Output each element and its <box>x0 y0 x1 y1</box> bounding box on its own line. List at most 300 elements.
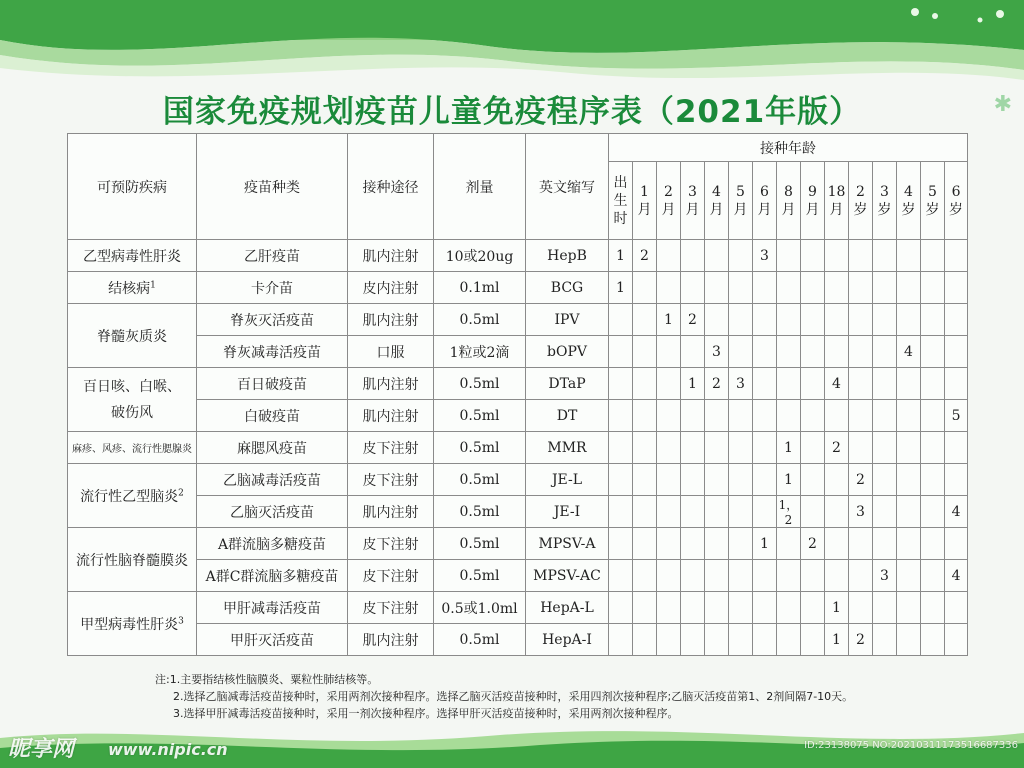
table-row <box>68 272 968 304</box>
table-row <box>68 400 968 432</box>
footnote-marker: 2 <box>178 487 184 498</box>
dose-number-cell <box>921 240 945 272</box>
vaccine-cell: 麻腮风疫苗 <box>197 432 348 464</box>
dose-number-cell <box>729 528 753 560</box>
header-age-6-part: 6 <box>760 183 769 200</box>
route-cell: 皮下注射 <box>348 528 434 560</box>
dose-number-cell <box>633 432 657 464</box>
dose-number-cell <box>753 560 777 592</box>
route-cell: 肌内注射 <box>348 368 434 400</box>
header-age-10-part: 2 <box>856 183 865 200</box>
dose-number-cell <box>633 592 657 624</box>
header-age-3-part: 月 <box>685 201 700 218</box>
dose-number-cell <box>921 464 945 496</box>
vaccine-cell: 脊灰灭活疫苗 <box>197 304 348 336</box>
dose-number-cell <box>897 304 921 336</box>
dose-number-cell <box>609 432 633 464</box>
dose-number-cell <box>681 336 705 368</box>
dose-number-cell <box>657 496 681 528</box>
abbr-cell: IPV <box>526 304 609 336</box>
dose-cell: 0.5ml <box>434 304 526 336</box>
dose-number-cell <box>753 400 777 432</box>
header-age-4 <box>705 162 729 240</box>
dose-number-cell <box>705 272 729 304</box>
dose-number-cell <box>705 496 729 528</box>
dose-number-cell <box>753 624 777 656</box>
dose-number-cell <box>777 272 801 304</box>
dose-number-cell <box>825 240 849 272</box>
dose-number-cell <box>849 240 873 272</box>
abbr-cell: DTaP <box>526 368 609 400</box>
abbr-cell: bOPV <box>526 336 609 368</box>
header-age-5-part: 5 <box>736 183 745 200</box>
route-cell: 皮下注射 <box>348 464 434 496</box>
dose-number-cell <box>705 464 729 496</box>
dose-number-cell <box>945 432 968 464</box>
dose-number-cell <box>777 304 801 336</box>
header-age-6 <box>753 162 777 240</box>
dose-number-cell <box>657 240 681 272</box>
dose-number-cell <box>921 592 945 624</box>
dose-number-cell <box>873 336 897 368</box>
table-row <box>68 560 968 592</box>
dose-number-cell <box>753 432 777 464</box>
disease-cell <box>68 304 197 368</box>
dose-number-cell <box>729 464 753 496</box>
dose-number-cell <box>705 432 729 464</box>
footnote-3: 3.选择甲肝减毒活疫苗接种时，采用一剂次接种程序。选择甲肝灭活疫苗接种时，采用两剂次接种程序。 <box>173 707 679 720</box>
dose-number-cell <box>729 400 753 432</box>
dose-number-cell <box>633 368 657 400</box>
dose-number-cell <box>777 560 801 592</box>
dose-number-cell <box>609 336 633 368</box>
dose-cell: 0.5ml <box>434 432 526 464</box>
header-age-7-part: 8 <box>784 183 793 200</box>
dose-number-cell <box>633 304 657 336</box>
dose-number-cell <box>681 592 705 624</box>
dose-number-cell: 4 <box>825 368 849 400</box>
dose-number-cell <box>921 528 945 560</box>
dose-number-cell: 2 <box>633 240 657 272</box>
header-age-0-part: 生 <box>613 192 628 209</box>
header-age-9 <box>825 162 849 240</box>
header-age-11-part: 岁 <box>877 201 892 218</box>
disease-name: 甲型病毒性肝炎 <box>80 616 179 633</box>
dose-cell: 0.5或1.0ml <box>434 592 526 624</box>
dose-number-cell <box>825 336 849 368</box>
table-row <box>68 240 968 272</box>
disease-name: 百日咳、白喉、破伤风 <box>83 378 181 421</box>
dose-number-cell <box>873 272 897 304</box>
vaccine-cell: 乙脑减毒活疫苗 <box>197 464 348 496</box>
dose-number-cell: 3 <box>849 496 873 528</box>
dose-number-cell <box>849 304 873 336</box>
dose-number-cell <box>801 560 825 592</box>
header-age-13-part: 5 <box>928 183 937 200</box>
table-row <box>68 432 968 464</box>
dose-number-cell <box>705 240 729 272</box>
dose-number-cell <box>897 528 921 560</box>
dose-number-cell <box>849 592 873 624</box>
dose-number-cell <box>609 560 633 592</box>
header-age-14-part: 岁 <box>949 201 964 218</box>
dose-number-cell <box>729 624 753 656</box>
dose-number-cell <box>633 496 657 528</box>
dose-number-cell <box>777 240 801 272</box>
route-cell: 皮下注射 <box>348 560 434 592</box>
footnote-1: 注:1.主要指结核性脑膜炎、粟粒性肺结核等。 <box>155 673 379 686</box>
header-age-0-part: 出 <box>613 174 628 191</box>
dose-number-cell <box>633 336 657 368</box>
dose-number-cell <box>873 496 897 528</box>
route-cell: 口服 <box>348 336 434 368</box>
table-row <box>68 336 968 368</box>
dose-number-cell: 1 <box>825 624 849 656</box>
disease-cell <box>68 464 197 528</box>
vaccine-cell: 百日破疫苗 <box>197 368 348 400</box>
dose-number-cell <box>873 592 897 624</box>
header-age-5-part: 月 <box>733 201 748 218</box>
dose-number-cell <box>825 400 849 432</box>
dose-number-cell <box>729 272 753 304</box>
dose-number-cell <box>825 304 849 336</box>
immunization-schedule-table <box>67 133 968 656</box>
header-age-1-part: 月 <box>637 201 652 218</box>
header-age-11 <box>873 162 897 240</box>
disease-name: 流行性脑脊髓膜炎 <box>76 552 188 569</box>
vaccine-cell: A群C群流脑多糖疫苗 <box>197 560 348 592</box>
dose-number-cell <box>921 368 945 400</box>
vaccine-cell: 白破疫苗 <box>197 400 348 432</box>
dose-cell: 0.5ml <box>434 624 526 656</box>
dose-number-cell <box>705 560 729 592</box>
table-row <box>68 368 968 400</box>
disease-cell <box>68 592 197 656</box>
header-vaccine: 疫苗种类 <box>197 134 348 240</box>
abbr-cell: MPSV-A <box>526 528 609 560</box>
dose-number-cell <box>681 400 705 432</box>
header-age-0-part: 时 <box>613 210 628 227</box>
dose-number-cell <box>657 464 681 496</box>
dose-number-cell <box>657 272 681 304</box>
dose-number-cell <box>681 272 705 304</box>
dose-number-cell <box>849 400 873 432</box>
dose-number-cell <box>681 496 705 528</box>
footnotes <box>155 671 985 722</box>
vaccine-cell: 脊灰减毒活疫苗 <box>197 336 348 368</box>
table-row <box>68 528 968 560</box>
dose-cell: 0.5ml <box>434 496 526 528</box>
header-age-13-part: 岁 <box>925 201 940 218</box>
dose-number-cell <box>945 272 968 304</box>
dose-number-cell: 3 <box>729 368 753 400</box>
dose-number-cell: 3 <box>705 336 729 368</box>
dose-number-cell <box>897 368 921 400</box>
dose-number-cell <box>633 560 657 592</box>
dose-number-cell <box>777 528 801 560</box>
dose-number-cell <box>681 624 705 656</box>
dose-number-cell <box>609 368 633 400</box>
dose-number-cell: 2 <box>705 368 729 400</box>
dose-number-cell <box>801 240 825 272</box>
disease-name: 麻疹、风疹、流行性腮腺炎 <box>72 444 192 455</box>
header-age-9-part: 18 <box>827 183 846 200</box>
abbr-cell: MMR <box>526 432 609 464</box>
header-age-group: 接种年龄 <box>609 134 968 162</box>
route-cell: 皮下注射 <box>348 592 434 624</box>
dose-number-cell <box>921 400 945 432</box>
dose-number-cell <box>657 432 681 464</box>
dose-number-cell <box>705 528 729 560</box>
route-cell: 肌内注射 <box>348 624 434 656</box>
abbr-cell: JE-I <box>526 496 609 528</box>
header-age-11-part: 3 <box>880 183 889 200</box>
dose-number-cell <box>801 496 825 528</box>
dose-number-cell <box>897 464 921 496</box>
dose-number-cell <box>633 400 657 432</box>
watermark-logo: 昵享网 <box>8 737 75 762</box>
dose-number-cell <box>849 368 873 400</box>
header-age-10-part: 岁 <box>853 201 868 218</box>
dose-number-cell: 2 <box>801 528 825 560</box>
dose-number-cell <box>729 592 753 624</box>
dose-number-cell <box>873 464 897 496</box>
footnote-marker: 3 <box>178 615 184 626</box>
disease-cell <box>68 240 197 272</box>
dose-cell: 10或20ug <box>434 240 526 272</box>
table-row <box>68 304 968 336</box>
header-age-7 <box>777 162 801 240</box>
dose-number-cell: 2 <box>849 464 873 496</box>
footnote-marker: 1 <box>150 279 156 290</box>
dose-number-cell <box>609 496 633 528</box>
dose-number-cell <box>849 336 873 368</box>
dose-number-cell <box>753 304 777 336</box>
dose-number-cell <box>777 368 801 400</box>
abbr-cell: HepB <box>526 240 609 272</box>
abbr-cell: HepA-L <box>526 592 609 624</box>
dose-number-cell <box>825 272 849 304</box>
dose-number-cell <box>897 240 921 272</box>
header-age-4-part: 4 <box>712 183 721 200</box>
disease-cell <box>68 272 197 304</box>
dose-number-cell <box>801 624 825 656</box>
dose-number-cell: 1 <box>657 304 681 336</box>
watermark-url: www.nipic.cn <box>108 740 228 759</box>
header-age-8-part: 9 <box>808 183 817 200</box>
dose-number-cell <box>681 464 705 496</box>
dose-number-cell <box>657 624 681 656</box>
dose-number-cell <box>921 560 945 592</box>
dose-number-cell <box>945 336 968 368</box>
dose-number-cell: 2 <box>825 432 849 464</box>
dose-number-cell <box>729 496 753 528</box>
header-age-1 <box>633 162 657 240</box>
dose-number-cell <box>753 592 777 624</box>
dose-number-cell <box>921 272 945 304</box>
dose-number-cell: 2 <box>849 624 873 656</box>
dose-cell: 0.5ml <box>434 464 526 496</box>
dose-number-cell <box>849 272 873 304</box>
route-cell: 皮下注射 <box>348 432 434 464</box>
disease-name: 流行性乙型脑炎 <box>80 488 179 505</box>
abbr-cell: BCG <box>526 272 609 304</box>
header-route: 接种途径 <box>348 134 434 240</box>
dose-number-cell <box>873 400 897 432</box>
dose-number-cell <box>657 368 681 400</box>
dose-number-cell <box>657 560 681 592</box>
dose-number-cell <box>633 464 657 496</box>
header-age-14 <box>945 162 968 240</box>
dose-number-cell <box>801 368 825 400</box>
dose-number-cell: 4 <box>945 496 968 528</box>
dose-number-cell <box>777 592 801 624</box>
dose-number-cell: 1 <box>681 368 705 400</box>
dose-number-cell <box>873 432 897 464</box>
dose-number-cell <box>921 336 945 368</box>
header-age-2-part: 2 <box>664 183 673 200</box>
footnote-2: 2.选择乙脑减毒活疫苗接种时，采用两剂次接种程序。选择乙脑灭活疫苗接种时，采用四剂次接种程序;乙脑灭活疫苗第1、2剂间隔7-10天。 <box>173 690 854 703</box>
dose-number-cell <box>729 432 753 464</box>
header-age-9-part: 月 <box>829 201 844 218</box>
dose-number-cell <box>825 464 849 496</box>
dose-number-cell <box>729 304 753 336</box>
header-age-13 <box>921 162 945 240</box>
dose-number-cell: 1 <box>609 272 633 304</box>
dose-number-cell <box>657 336 681 368</box>
header-age-3 <box>681 162 705 240</box>
abbr-cell: JE-L <box>526 464 609 496</box>
dose-number-cell <box>897 432 921 464</box>
dose-number-cell <box>777 624 801 656</box>
header-age-0 <box>609 162 633 240</box>
table-row <box>68 624 968 656</box>
dose-number-cell <box>897 400 921 432</box>
dose-number-cell <box>633 272 657 304</box>
header-age-12-part: 4 <box>904 183 913 200</box>
dose-number-cell <box>801 432 825 464</box>
dose-number-cell <box>753 336 777 368</box>
dose-number-cell <box>801 400 825 432</box>
dose-number-cell <box>921 496 945 528</box>
route-cell: 肌内注射 <box>348 304 434 336</box>
dose-number-cell <box>945 240 968 272</box>
dose-number-cell: 1 <box>609 240 633 272</box>
dose-number-cell <box>705 592 729 624</box>
page-title: 国家免疫规划疫苗儿童免疫程序表（2021年版） <box>162 94 862 130</box>
dose-number-cell <box>945 624 968 656</box>
dose-number-cell <box>897 624 921 656</box>
vaccine-cell: 乙脑灭活疫苗 <box>197 496 348 528</box>
dose-number-cell: 2 <box>681 304 705 336</box>
dose-number-cell <box>729 336 753 368</box>
header-age-2-part: 月 <box>661 201 676 218</box>
dose-number-cell <box>921 624 945 656</box>
watermark-id: ID:23138075 NO:20210311173516687336 <box>804 740 1018 751</box>
dose-number-cell <box>849 528 873 560</box>
dose-cell: 0.5ml <box>434 368 526 400</box>
dose-number-cell <box>681 240 705 272</box>
header-dose: 剂量 <box>434 134 526 240</box>
dose-number-cell: 3 <box>873 560 897 592</box>
route-cell: 皮内注射 <box>348 272 434 304</box>
dose-cell: 0.5ml <box>434 400 526 432</box>
dose-number-cell <box>945 592 968 624</box>
dose-number-cell <box>873 368 897 400</box>
disease-name: 脊髓灰质炎 <box>97 328 167 345</box>
dose-number-cell: 1 <box>753 528 777 560</box>
dose-number-cell: 4 <box>945 560 968 592</box>
dose-number-cell <box>801 464 825 496</box>
top-wave-decoration <box>0 0 1024 90</box>
dose-number-cell <box>921 304 945 336</box>
dose-number-cell <box>873 528 897 560</box>
vaccine-cell: 甲肝减毒活疫苗 <box>197 592 348 624</box>
dose-number-cell <box>849 432 873 464</box>
dose-number-cell <box>849 560 873 592</box>
dose-cell: 1粒或2滴 <box>434 336 526 368</box>
header-age-2 <box>657 162 681 240</box>
dose-number-cell <box>705 304 729 336</box>
header-age-3-part: 3 <box>688 183 697 200</box>
vaccine-cell: 乙肝疫苗 <box>197 240 348 272</box>
dose-number-cell <box>873 240 897 272</box>
dose-cell: 0.1ml <box>434 272 526 304</box>
header-age-12-part: 岁 <box>901 201 916 218</box>
header-age-1-part: 1 <box>640 183 649 200</box>
dose-number-cell <box>897 592 921 624</box>
dose-cell: 0.5ml <box>434 560 526 592</box>
dose-number-cell <box>801 592 825 624</box>
dose-number-cell <box>825 496 849 528</box>
header-age-8-part: 月 <box>805 201 820 218</box>
dose-number-cell <box>777 336 801 368</box>
disease-cell <box>68 528 197 592</box>
disease-cell <box>68 432 197 464</box>
dose-number-cell <box>609 400 633 432</box>
dose-number-cell <box>945 304 968 336</box>
dose-number-cell: 1 <box>777 432 801 464</box>
dose-number-cell <box>945 464 968 496</box>
header-age-12 <box>897 162 921 240</box>
disease-name: 结核病 <box>108 280 151 297</box>
dose-number-cell <box>609 592 633 624</box>
dose-number-cell <box>801 336 825 368</box>
header-age-14-part: 6 <box>951 183 961 200</box>
dose-number-cell <box>609 624 633 656</box>
header-age-8 <box>801 162 825 240</box>
dose-number-cell <box>873 624 897 656</box>
disease-name: 乙型病毒性肝炎 <box>83 248 181 265</box>
abbr-cell: HepA-I <box>526 624 609 656</box>
abbr-cell: DT <box>526 400 609 432</box>
dose-number-cell <box>729 240 753 272</box>
dose-number-cell <box>945 528 968 560</box>
abbr-cell: MPSV-AC <box>526 560 609 592</box>
header-abbr: 英文缩写 <box>526 134 609 240</box>
header-age-6-part: 月 <box>757 201 772 218</box>
dose-number-cell <box>825 528 849 560</box>
dose-number-cell <box>945 368 968 400</box>
vaccine-cell: A群流脑多糖疫苗 <box>197 528 348 560</box>
dose-number-cell <box>729 560 753 592</box>
dose-number-cell <box>657 400 681 432</box>
dose-number-cell <box>633 624 657 656</box>
header-age-7-part: 月 <box>781 201 796 218</box>
header-disease: 可预防疾病 <box>68 134 197 240</box>
dose-number-cell <box>681 432 705 464</box>
dose-number-cell: 1 <box>777 464 801 496</box>
